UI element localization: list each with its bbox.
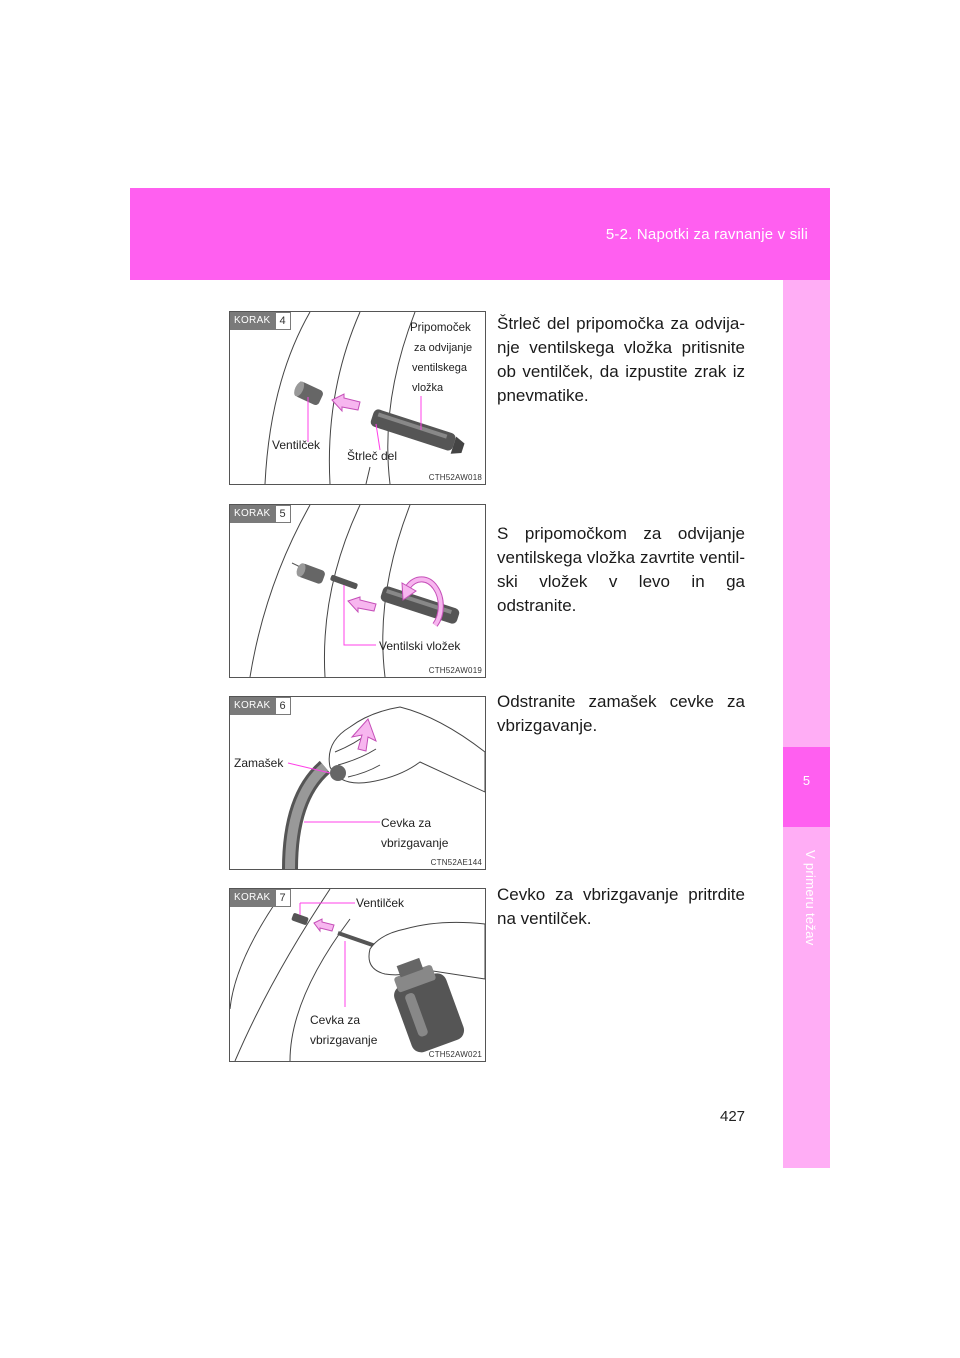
- callout-injection-tube-line1: Cevka za: [381, 816, 432, 830]
- callout-tool-line4: vložka: [412, 382, 444, 394]
- callout-injection-tube-line1: Cevka za: [310, 1013, 361, 1027]
- chapter-side-tab: [783, 280, 830, 1168]
- step-5-text: S pripomočkom za odvijanje ventilskega vložka zavrtite ventil-ski vložek v levo in ga odstranite.: [497, 524, 745, 615]
- callout-valve-core: Ventilski vložek: [379, 639, 461, 653]
- step-6-text: Odstranite zamašek cevke za vbrizgavanje.: [497, 692, 745, 735]
- step-badge-word: KORAK: [230, 889, 275, 907]
- callout-valve: Ventilček: [272, 438, 321, 452]
- step-7-text: Cevko za vbrizgavanje pritrdite na ventilček.: [497, 885, 745, 928]
- step-badge: [230, 889, 291, 907]
- figure-step-6: [229, 696, 486, 870]
- step-badge-number: 4: [275, 312, 291, 330]
- callout-protrusion: Štrleč del: [347, 449, 398, 463]
- step-badge: [230, 312, 291, 330]
- image-code: CTN52AE144: [430, 858, 482, 867]
- callout-tool-line1: Pripomoček: [410, 322, 471, 334]
- callout-injection-tube-line2: vbrizgavanje: [310, 1033, 378, 1047]
- section-title: 5-2. Napotki za ravnanje v sili: [605, 226, 808, 243]
- chapter-title: V primeru težav: [803, 850, 818, 946]
- step-badge-number: 5: [275, 505, 291, 523]
- callout-cap: Zamašek: [234, 756, 284, 770]
- step-badge-word: KORAK: [230, 505, 275, 523]
- step-badge-word: KORAK: [230, 697, 275, 715]
- chapter-number-box: [783, 747, 830, 827]
- section-header-bar: [130, 188, 830, 280]
- step-badge-number: 7: [275, 889, 291, 907]
- step-badge: [230, 505, 291, 523]
- step-badge-number: 6: [275, 697, 291, 715]
- figure-step-5: [229, 504, 486, 678]
- figure-step-7: [229, 888, 486, 1062]
- callout-valve: Ventilček: [356, 896, 405, 910]
- step-badge: [230, 697, 291, 715]
- chapter-number: 5: [802, 773, 811, 788]
- image-code: CTH52AW018: [428, 473, 482, 482]
- step-4-text: Štrleč del pripomočka za odvija-nje ventilskega vložka pritisnite ob ventilček, da izpustite zrak iz pnevmatike.: [497, 314, 745, 405]
- figure-step-4: [229, 311, 486, 485]
- page-number: 427: [720, 1108, 746, 1125]
- image-code: CTH52AW019: [428, 666, 482, 675]
- callout-tool-line3: ventilskega: [412, 362, 468, 374]
- callout-injection-tube-line2: vbrizgavanje: [381, 836, 449, 850]
- callout-tool-line2: za odvijanje: [414, 342, 473, 354]
- image-code: CTH52AW021: [428, 1050, 482, 1059]
- step-badge-word: KORAK: [230, 312, 275, 330]
